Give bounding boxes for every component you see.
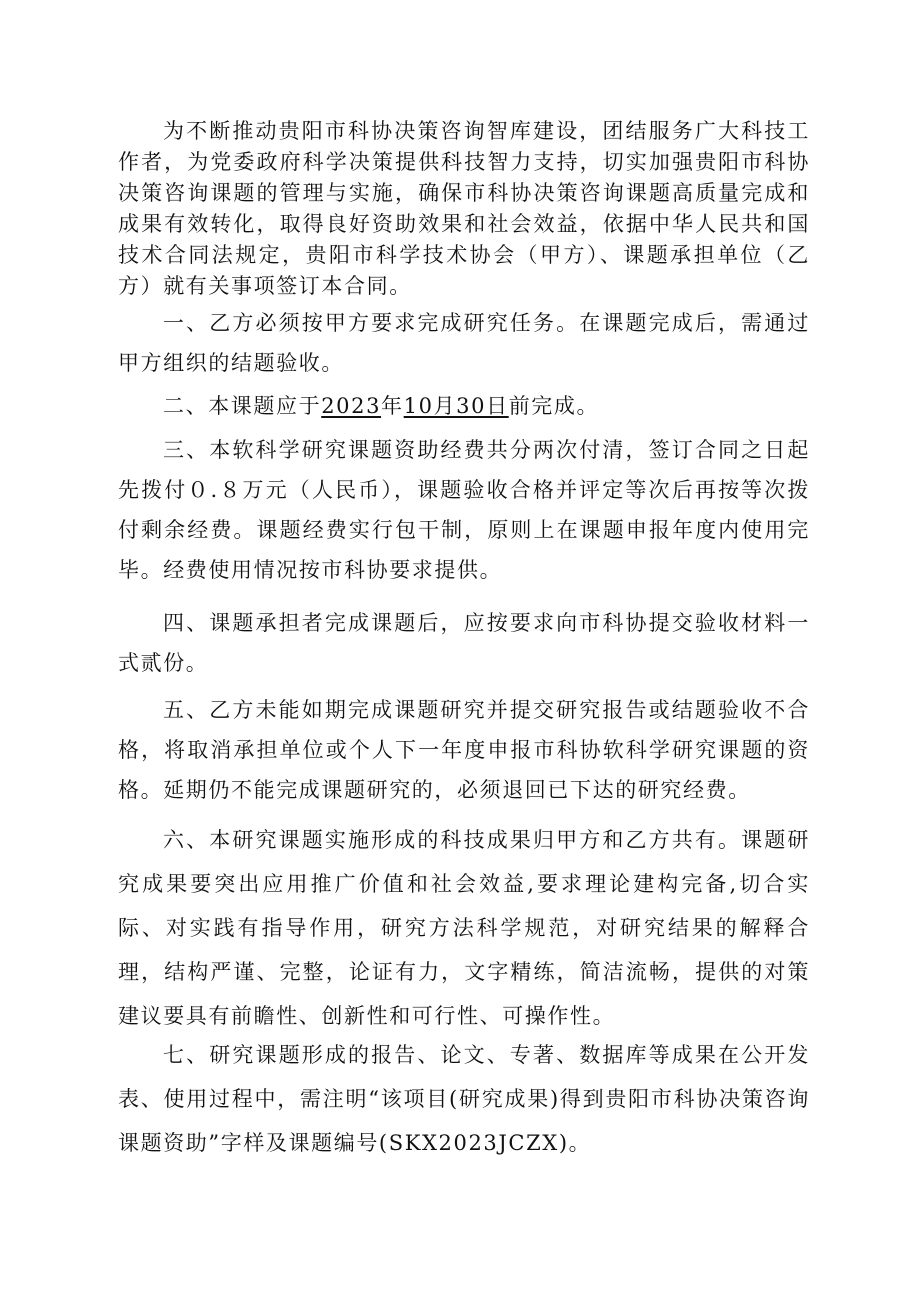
deadline-month-day: 10月30日 bbox=[403, 394, 509, 418]
clause-3-paragraph: 三、本软科学研究课题资助经费共分两次付清，签订合同之日起先拨付０.８万元（人民币），课题验收合格并评定等次后再按等次拨付剩余经费。课题经费实行包干制，原则上在课题申报年度内使用完毕。经费使用情况按市科协要求提供。 bbox=[118, 438, 810, 582]
clause-4-paragraph: 四、课题承担者完成课题后，应按要求向市科协提交验收材料一式贰份。 bbox=[118, 611, 810, 675]
clause-2-prefix: 二、本课题应于 bbox=[163, 394, 322, 418]
preamble-paragraph: 为不断推动贵阳市科协决策咨询智库建设，团结服务广大科技工作者，为党委政府科学决策提供科技智力支持，切实加强贵阳市科协决策咨询课题的管理与实施，确保市科协决策咨询课题高质量完成和成果有效转化，取得良好资助效果和社会效益，依据中华人民共和国技术合同法规定，贵阳市科学技术协会（甲方）、课题承担单位（乙方）就有关事项签订本合同。 bbox=[118, 119, 810, 298]
deadline-year-unit: 年 bbox=[381, 394, 404, 418]
deadline-year: 2023 bbox=[321, 394, 382, 418]
clause-6-paragraph: 六、本研究课题实施形成的科技成果归甲方和乙方共有。课题研究成果要突出应用推广价值和社会效益,要求理论建构完备,切合实际、对实践有指导作用，研究方法科学规范，对研究结果的解释合理，结构严谨、完整，论证有力，文字精练，简洁流畅，提供的对策建议要具有前瞻性、创新性和可行性、可操作性。 bbox=[118, 828, 810, 1028]
clause-2-paragraph bbox=[118, 386, 810, 426]
clause-2-suffix: 前完成。 bbox=[508, 394, 600, 418]
clause-7-paragraph: 七、研究课题形成的报告、论文、专著、数据库等成果在公开发表、使用过程中，需注明“该项目(研究成果)得到贵阳市科协决策咨询课题资助”字样及课题编号(SKX2023JCZX)。 bbox=[118, 1043, 810, 1155]
clause-5-paragraph: 五、乙方未能如期完成课题研究并提交研究报告或结题验收不合格，将取消承担单位或个人下一年度申报市科协软科学研究课题的资格。延期仍不能完成课题研究的，必须退回已下达的研究经费。 bbox=[118, 698, 810, 802]
clause-1-paragraph: 一、乙方必须按甲方要求完成研究任务。在课题完成后，需通过甲方组织的结题验收。 bbox=[118, 311, 810, 375]
